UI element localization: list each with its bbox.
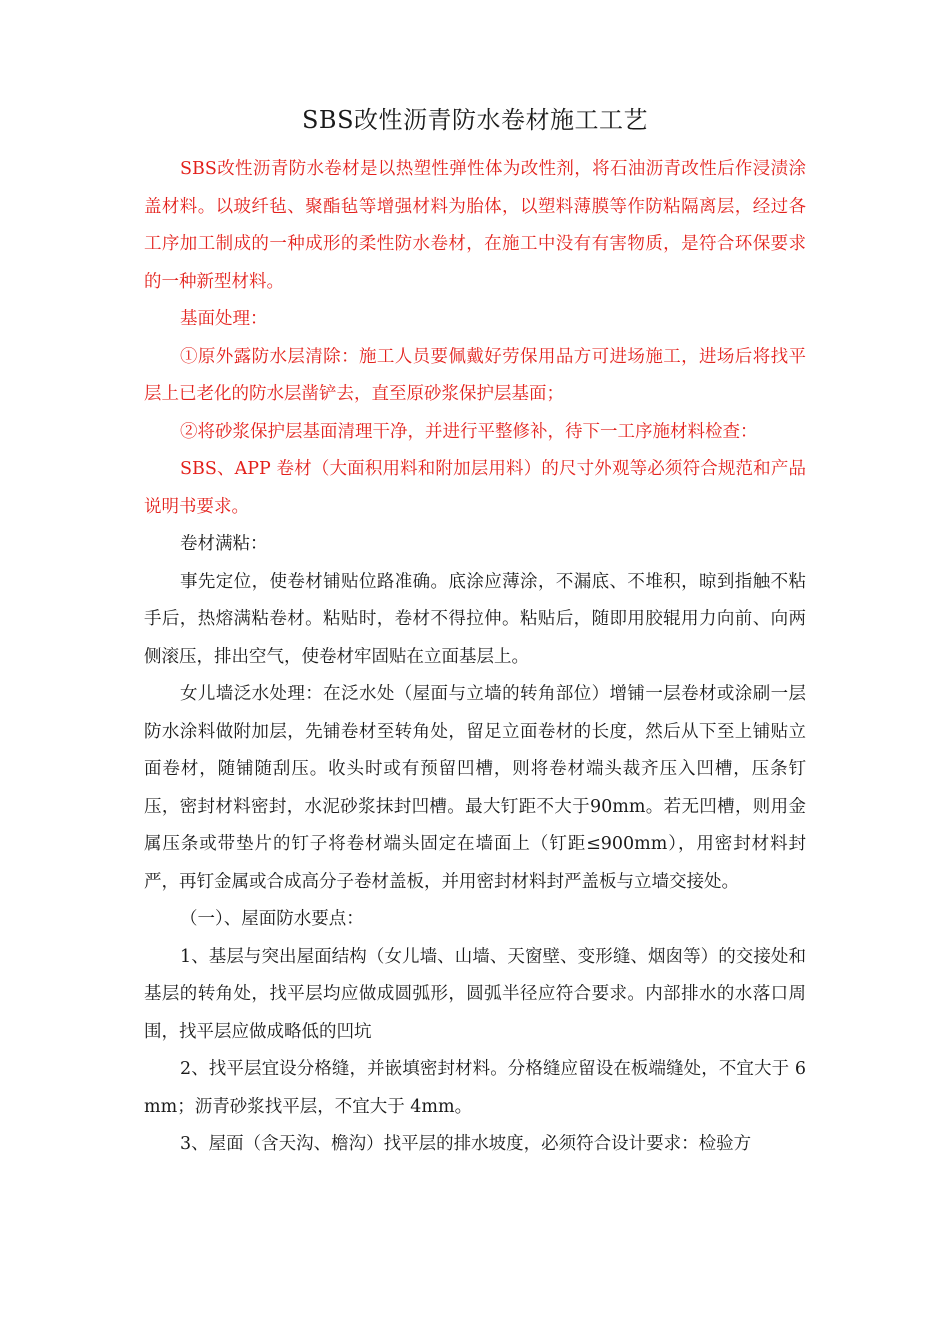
page-title: SBS改性沥青防水卷材施工工艺	[301, 106, 649, 134]
intro-paragraph: SBS改性沥青防水卷材是以热塑性弹性体为改性剂，将石油沥青改性后作浸渍涂盖材料。以玻纤毡、聚酯毡等增强材料为胎体，以塑料薄膜等作防粘隔离层，经过各工序加工制成的一种成形的柔性防水卷材，在施工中没有有害物质，是符合环保要求的一种新型材料。	[144, 159, 806, 292]
section-heading-full-bonding: 卷材满粘：	[180, 534, 268, 554]
section-heading-roof-key-points: （一）、屋面防水要点：	[180, 909, 364, 929]
paragraph-material-check: SBS、APP 卷材（大面积用料和附加层用料）的尺寸外观等必须符合规范和产品说明书要求。	[144, 459, 806, 517]
list-item-3: 3、屋面（含天沟、檐沟）找平层的排水坡度，必须符合设计要求：检验方	[180, 1134, 752, 1154]
list-item-1: 1、基层与突出屋面结构（女儿墙、山墙、天窗壁、变形缝、烟囱等）的交接处和基层的转角处，找平层均应做成圆弧形，圆弧半径应符合要求。内部排水的水落口周围，找平层应做成略低的凹坑	[144, 946, 806, 1042]
paragraph-parapet-flashing: 女儿墙泛水处理：在泛水处（屋面与立墙的转角部位）增铺一层卷材或涂刷一层防水涂料做附加层，先铺卷材至转角处，留足立面卷材的长度，然后从下至上铺贴立面卷材，随铺随刮压。收头时或有预留凹槽，则将卷材端头裁齐压入凹槽，压条钉压，密封材料密封，水泥砂浆抹封凹槽。最大钉距不大于90mm。若无凹槽，则用金属压条或带垫片的钉子将卷材端头固定在墙面上（钉距≤900mm），用密封材料封严，再钉金属或合成高分子卷材盖板，并用密封材料封严盖板与立墙交接处。	[144, 684, 806, 892]
list-item-2: 2、找平层宜设分格缝，并嵌填密封材料。分格缝应留设在板端缝处，不宜大于 6mm；沥青砂浆找平层，不宜大于 4mm。	[144, 1059, 806, 1117]
section-heading-base-treatment: 基面处理：	[180, 309, 268, 329]
paragraph-full-bonding: 事先定位，使卷材铺贴位路准确。底涂应薄涂，不漏底、不堆积，晾到指触不粘手后，热熔满粘卷材。粘贴时，卷材不得拉伸。粘贴后，随即用胶辊用力向前、向两侧滚压，排出空气，使卷材牢固贴在立面基层上。	[144, 571, 806, 667]
paragraph-step-1: ①原外露防水层清除：施工人员要佩戴好劳保用品方可进场施工，进场后将找平层上已老化的防水层凿铲去，直至原砂浆保护层基面；	[144, 346, 806, 404]
paragraph-step-2: ②将砂浆保护层基面清理干净，并进行平整修补，待下一工序施材料检查：	[180, 421, 758, 442]
